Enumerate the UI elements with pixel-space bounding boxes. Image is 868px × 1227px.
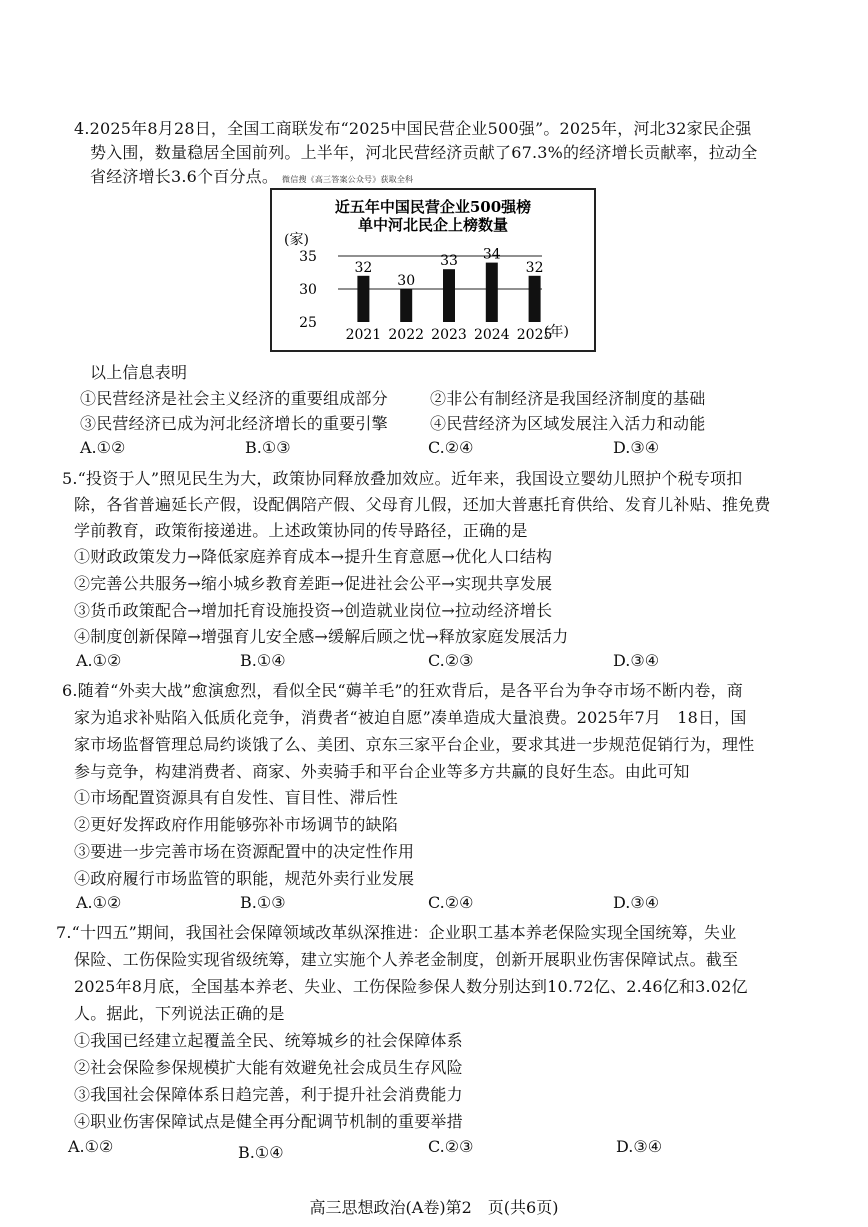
q6-option-a[interactable]: A.①②: [76, 893, 122, 912]
data-label: 33: [440, 253, 458, 270]
chart-svg: [272, 190, 594, 350]
q7-option-c[interactable]: C.②③: [428, 1137, 474, 1156]
q6-option-b[interactable]: B.①③: [240, 893, 286, 912]
q4-line-2: 势入围，数量稳居全国前列。上半年，河北民营经济贡献了67.3%的经济增长贡献率，拉动全: [90, 143, 758, 162]
q5-item-1: ①财政政策发力→降低家庭养育成本→提升生育意愿→优化人口结构: [74, 547, 553, 566]
bar: [400, 289, 412, 322]
q7-option-b[interactable]: B.①④: [238, 1143, 284, 1162]
q5-item-4: ④制度创新保障→增强育儿安全感→缓解后顾之忧→释放家庭发展活力: [74, 627, 569, 646]
chart-title: 近五年中国民营企业500强榜: [334, 198, 532, 216]
q4-option-b[interactable]: B.①③: [245, 438, 291, 457]
q6-item-2: ②更好发挥政府作用能够弥补市场调节的缺陷: [74, 815, 399, 834]
x-tick-label: 2025: [516, 327, 553, 343]
bar: [486, 263, 498, 322]
q7-item-3: ③我国社会保障体系日趋完善，利于提升社会消费能力: [74, 1085, 463, 1104]
q4-line-3-text: 省经济增长3.6个百分点。: [90, 167, 279, 186]
y-tick-label: 35: [299, 249, 317, 265]
q5-option-d[interactable]: D.③④: [613, 651, 660, 670]
q5-line-1: 5.“投资于人”照见民生为大，政策协同释放叠加效应。近年来，我国设立婴幼儿照护个税专项扣: [62, 469, 743, 488]
q7-line-2: 保险、工伤保险实现省级统筹，建立实施个人养老金制度，创新开展职业伤害保障试点。截至: [74, 950, 739, 969]
q5-option-b[interactable]: B.①④: [240, 651, 286, 670]
x-tick-label: 2024: [473, 327, 510, 343]
q6-option-c[interactable]: C.②④: [428, 893, 474, 912]
q4-intro: 以上信息表明: [90, 363, 188, 382]
q4-option-c[interactable]: C.②④: [428, 438, 474, 457]
q6-line-1: 6.随着“外卖大战”愈演愈烈，看似全民“薅羊毛”的狂欢背后，是各平台为争夺市场不断内卷，商: [62, 681, 743, 700]
q5-option-c[interactable]: C.②③: [428, 651, 474, 670]
q4-item-1: ①民营经济是社会主义经济的重要组成部分: [80, 389, 388, 408]
chart-xlabel: (年): [544, 324, 569, 340]
y-tick-label: 25: [299, 315, 317, 331]
chart-subtitle: 单中河北民企上榜数量: [357, 216, 509, 234]
chart-ylabel: (家): [284, 232, 309, 248]
x-tick-label: 2023: [431, 327, 467, 343]
q5-item-2: ②完善公共服务→缩小城乡教育差距→促进社会公平→实现共享发展: [74, 574, 553, 593]
q7-line-3: 2025年8月底，全国基本养老、失业、工伤保险参保人数分别达到10.72亿、2.46亿和3.02亿: [74, 977, 748, 996]
page-footer: 高三思想政治(A卷)第2 页(共6页): [309, 1198, 559, 1217]
data-label: 34: [482, 246, 501, 263]
watermark-note: 微信搜《高三答案公众号》获取全科: [282, 175, 414, 184]
q6-option-d[interactable]: D.③④: [613, 893, 660, 912]
q4-line-1: 4.2025年8月28日，全国工商联发布“2025中国民营企业500强”。2025年，河北32家民企强: [74, 119, 752, 138]
q7-option-d[interactable]: D.③④: [616, 1137, 663, 1156]
bar-chart: [270, 188, 596, 352]
q6-line-3: 家市场监督管理总局约谈饿了么、美团、京东三家平台企业，要求其进一步规范促销行为，理性: [74, 735, 755, 754]
q5-line-2: 除，各省普遍延长产假，设配偶陪产假、父母育儿假，还加大普惠托育供给、发育儿补贴、推免费: [74, 495, 771, 514]
q7-line-1: 7.“十四五”期间，我国社会保障领域改革纵深推进：企业职工基本养老保险实现全国统筹，失业: [56, 923, 737, 942]
q5-line-3: 学前教育，政策衔接递进。上述政策协同的传导路径，正确的是: [74, 521, 528, 540]
q7-item-2: ②社会保险参保规模扩大能有效避免社会成员生存风险: [74, 1058, 463, 1077]
q4-item-4: ④民营经济为区域发展注入活力和动能: [430, 414, 706, 433]
q4-option-a[interactable]: A.①②: [80, 438, 126, 457]
q5-item-3: ③货币政策配合→增加托育设施投资→创造就业岗位→拉动经济增长: [74, 601, 553, 620]
q6-item-1: ①市场配置资源具有自发性、盲目性、滞后性: [74, 788, 399, 807]
data-label: 32: [354, 259, 373, 276]
y-tick-label: 30: [299, 282, 317, 298]
q7-option-a[interactable]: A.①②: [68, 1137, 114, 1156]
q4-item-3: ③民营经济已成为河北经济增长的重要引擎: [80, 414, 388, 433]
bar: [357, 276, 369, 322]
data-label: 30: [397, 273, 416, 289]
bar: [529, 276, 541, 322]
q7-item-1: ①我国已经建立起覆盖全民、统筹城乡的社会保障体系: [74, 1031, 463, 1050]
q6-item-4: ④政府履行市场监管的职能，规范外卖行业发展: [74, 869, 415, 888]
q6-line-4: 参与竞争，构建消费者、商家、外卖骑手和平台企业等多方共赢的良好生态。由此可知: [74, 762, 690, 781]
q7-item-4: ④职业伤害保障试点是健全再分配调节机制的重要举措: [74, 1112, 463, 1131]
bar: [443, 269, 455, 322]
q5-option-a[interactable]: A.①②: [76, 651, 122, 670]
data-label: 32: [525, 259, 544, 276]
q4-option-d[interactable]: D.③④: [613, 438, 660, 457]
q4-line-3: [90, 164, 413, 187]
q6-line-2: 家为追求补贴陷入低质化竞争，消费者“被迫自愿”凑单造成大量浪费。2025年7月 18日，国: [74, 708, 747, 727]
q6-item-3: ③要进一步完善市场在资源配置中的决定性作用: [74, 842, 415, 861]
x-tick-label: 2021: [345, 327, 382, 343]
q7-line-4: 人。据此，下列说法正确的是: [74, 1004, 285, 1023]
x-tick-label: 2022: [388, 327, 425, 343]
q4-item-2: ②非公有制经济是我国经济制度的基础: [430, 389, 706, 408]
